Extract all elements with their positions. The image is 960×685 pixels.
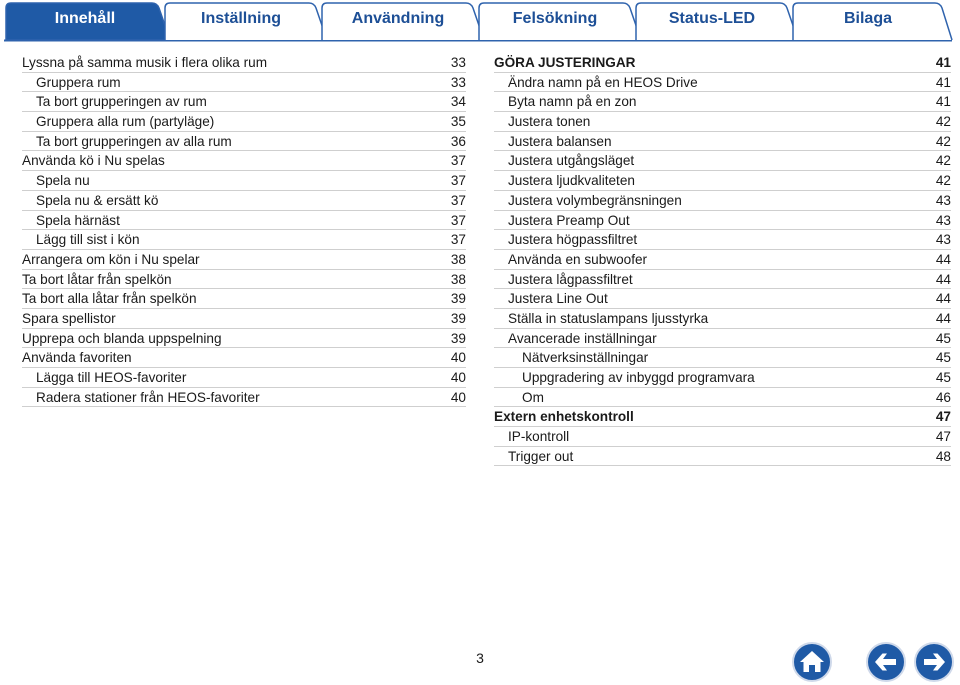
toc-entry[interactable] (494, 407, 951, 427)
toc-entry-page: 37 (450, 173, 466, 189)
toc-entry-page: 33 (450, 74, 466, 90)
toc-entry[interactable] (494, 230, 951, 250)
toc-entry[interactable] (494, 250, 951, 270)
toc-entry-title: Ändra namn på en HEOS Drive (508, 74, 698, 90)
toc-entry-title: Byta namn på en zon (508, 94, 637, 110)
toc-entry-page: 36 (450, 133, 466, 149)
toc-entry[interactable] (22, 309, 466, 329)
toc-entry[interactable] (22, 132, 466, 152)
toc-entry-page: 47 (935, 429, 951, 445)
toc-entry-title: Avancerade inställningar (508, 330, 657, 346)
toc-entry-title: Ta bort grupperingen av rum (36, 94, 207, 110)
toc-entry-page: 41 (935, 94, 951, 110)
tab-felsokning[interactable]: Felsökning (512, 10, 598, 27)
toc-entry[interactable] (494, 73, 951, 93)
toc-entry-page: 42 (935, 114, 951, 130)
toc-entry-title: Ta bort grupperingen av alla rum (36, 133, 232, 149)
toc-entry[interactable] (494, 92, 951, 112)
toc-entry[interactable] (494, 191, 951, 211)
toc-entry[interactable] (494, 171, 951, 191)
toc-entry-page: 42 (935, 173, 951, 189)
toc-entry[interactable] (494, 427, 951, 447)
toc-entry-title: Spela nu (36, 173, 90, 189)
toc-right-column (494, 53, 951, 466)
toc-entry-page: 40 (450, 370, 466, 385)
toc-entry[interactable] (494, 132, 951, 152)
toc-entry[interactable] (22, 348, 466, 368)
tab-anvandning[interactable]: Användning (351, 10, 445, 27)
toc-entry-page: 40 (450, 389, 466, 405)
toc-entry-page: 44 (935, 291, 951, 307)
toc-entry[interactable] (494, 309, 951, 329)
arrow-right-icon (916, 644, 952, 680)
toc-entry-title: Uppgradering av inbyggd programvara (522, 370, 755, 385)
toc-entry-page: 43 (935, 232, 951, 248)
toc-entry-title: Ta bort låtar från spelkön (22, 271, 172, 287)
toc-entry[interactable] (22, 53, 466, 73)
toc-entry-title: Justera högpassfiltret (508, 232, 638, 248)
tab-bilaga[interactable]: Bilaga (843, 10, 892, 27)
toc-entry-title: Extern enhetskontroll (494, 409, 634, 425)
toc-entry-title: Spela nu & ersätt kö (36, 192, 159, 208)
toc-entry-title: Ställa in statuslampans ljusstyrka (508, 310, 709, 326)
toc-entry[interactable] (22, 289, 466, 309)
toc-entry[interactable] (22, 329, 466, 349)
toc-entry-title: Trigger out (508, 448, 574, 464)
toc-entry-title: Justera lågpassfiltret (508, 271, 633, 287)
toc-entry[interactable] (22, 191, 466, 211)
toc-entry-page: 45 (935, 330, 951, 346)
toc-entry-page: 43 (935, 192, 951, 208)
tab-status-led[interactable]: Status-LED (668, 10, 756, 27)
toc-entry-page: 44 (935, 271, 951, 287)
toc-entry-title: Arrangera om kön i Nu spelar (22, 251, 200, 267)
toc-entry-title: Spela härnäst (36, 212, 120, 228)
toc-entry[interactable] (494, 348, 951, 368)
toc-entry-title: Gruppera alla rum (partyläge) (36, 114, 215, 130)
toc-entry[interactable] (22, 388, 466, 408)
toc-entry-page: 38 (450, 271, 466, 287)
toc-entry-title: Justera ljudkvaliteten (508, 173, 635, 189)
toc-entry-title: Justera volymbegränsningen (508, 192, 682, 208)
toc-entry-title: Justera Line Out (508, 291, 608, 307)
previous-page-button[interactable] (866, 642, 906, 682)
toc-entry-title: Ta bort alla låtar från spelkön (22, 291, 197, 307)
toc-entry[interactable] (494, 270, 951, 290)
toc-entry-title: Använda en subwoofer (508, 251, 648, 267)
toc-entry-title: Gruppera rum (36, 74, 121, 90)
toc-entry-page: 37 (450, 212, 466, 228)
toc-entry-title: Lyssna på samma musik i flera olika rum (22, 55, 268, 70)
toc-entry-page: 41 (935, 55, 951, 70)
tab-bar (0, 0, 960, 44)
toc-entry-page: 37 (450, 192, 466, 208)
toc-entry-page: 39 (450, 291, 466, 307)
home-icon (794, 644, 830, 680)
toc-entry[interactable] (494, 211, 951, 231)
toc-entry-title: Lägga till HEOS-favoriter (36, 370, 187, 385)
toc-entry-page: 38 (450, 251, 466, 267)
toc-entry[interactable] (494, 368, 951, 388)
toc-entry[interactable] (22, 211, 466, 231)
toc-entry[interactable] (494, 112, 951, 132)
toc-entry[interactable] (494, 53, 951, 73)
tab-installning[interactable]: Inställning (201, 10, 281, 27)
toc-entry-title: Justera tonen (508, 114, 591, 130)
toc-entry[interactable] (22, 250, 466, 270)
toc-entry[interactable] (22, 73, 466, 93)
tab-innehall[interactable]: Innehåll (54, 10, 116, 27)
toc-entry[interactable] (22, 270, 466, 290)
toc-entry-title: Justera balansen (508, 133, 612, 149)
toc-entry-page: 45 (935, 370, 951, 385)
page-number: 3 (476, 650, 484, 666)
toc-entry[interactable] (22, 112, 466, 132)
toc-entry[interactable] (22, 151, 466, 171)
toc-entry-page: 37 (450, 232, 466, 248)
toc-entry-page: 42 (935, 153, 951, 169)
toc-entry-page: 48 (935, 448, 951, 464)
toc-entry-page: 39 (450, 310, 466, 326)
toc-entry-page: 33 (450, 55, 466, 70)
toc-entry[interactable] (494, 388, 951, 408)
toc-entry[interactable] (22, 92, 466, 112)
toc-entry-page: 43 (935, 212, 951, 228)
toc-entry-title: Använda kö i Nu spelas (22, 153, 165, 169)
toc-entry-title: Upprepa och blanda uppspelning (22, 330, 222, 346)
toc-entry[interactable] (22, 368, 466, 388)
toc-entry-title: Justera Preamp Out (508, 212, 630, 228)
toc-entry-page: 34 (450, 94, 466, 110)
toc-entry-page: 42 (935, 133, 951, 149)
arrow-left-icon (868, 644, 904, 680)
toc-entry-page: 46 (935, 389, 951, 405)
toc-entry-title: IP-kontroll (508, 429, 570, 445)
toc-entry-title: GÖRA JUSTERINGAR (494, 55, 636, 70)
toc-entry-title: Spara spellistor (22, 310, 116, 326)
toc-entry[interactable] (22, 230, 466, 250)
toc-entry-title: Justera utgångsläget (508, 153, 635, 169)
toc-entry[interactable] (494, 329, 951, 349)
toc-entry-page: 39 (450, 330, 466, 346)
toc-entry-page: 45 (935, 350, 951, 366)
toc-entry[interactable] (494, 151, 951, 171)
home-button[interactable] (792, 642, 832, 682)
toc-entry-page: 44 (935, 251, 951, 267)
toc-entry-page: 44 (935, 310, 951, 326)
next-page-button[interactable] (914, 642, 954, 682)
toc-left-column (22, 53, 466, 407)
toc-entry-page: 47 (935, 409, 951, 425)
toc-entry-title: Lägg till sist i kön (36, 232, 140, 248)
toc-entry-title: Använda favoriten (22, 350, 132, 366)
toc-entry[interactable] (22, 171, 466, 191)
toc-entry-page: 35 (450, 114, 466, 130)
toc-entry-title: Om (522, 389, 544, 405)
toc-entry-page: 37 (450, 153, 466, 169)
toc-entry-page: 41 (935, 74, 951, 90)
toc-entry-title: Radera stationer från HEOS-favoriter (36, 389, 260, 405)
toc-entry[interactable] (494, 447, 951, 467)
toc-entry-title: Nätverksinställningar (522, 350, 649, 366)
toc-entry-page: 40 (450, 350, 466, 366)
toc-entry[interactable] (494, 289, 951, 309)
